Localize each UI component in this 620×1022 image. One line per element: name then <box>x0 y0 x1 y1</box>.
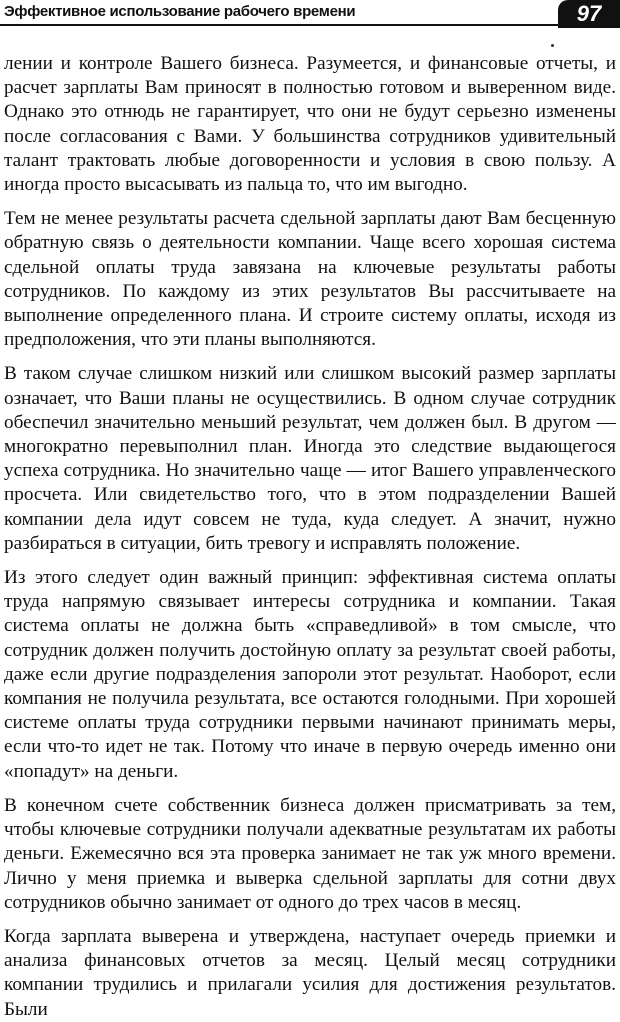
print-speck <box>551 44 554 47</box>
page-number: 97 <box>558 0 620 28</box>
paragraph-5: В конечном счете собственник бизнеса должен присматривать за тем, чтобы ключевые сотрудники получали адекватные результатам их работы деньги. Ежемесячно вся эта проверка занимает не так уж много времени. Лично у меня приемка и выверка сдельной зарплаты для сотни двух сотрудников обычно занимает от одного до трех часов в месяц. <box>4 794 616 913</box>
header-rule <box>0 24 560 26</box>
paragraph-3: В таком случае слишком низкий или слишком высокий размер зарплаты означает, что Ваши планы не осуществились. В одном случае сотрудник обеспечил значительно меньший результат, чем должен был. В другом — многократно перевыполнил план. Иногда это следствие выдающегося успеха сотрудника. Но значительно чаще — итог Вашего управленческого просчета. Или свидетельство того, что в этом подразделении Вашей компании дела идут совсем не туда, куда следует. А значит, нужно разбираться в ситуации, бить тревогу и исправлять положение. <box>4 363 616 554</box>
paragraph-1: лении и контроле Вашего бизнеса. Разумеется, и финансовые отчеты, и расчет зарплаты Вам приносят в полностью готовом и выверенном виде. Однако это отнюдь не гарантирует, что они не будут серьезно изменены после согласования с Вами. У большинства сотрудников удивительный талант трактовать любые договоренности и условия в свою пользу. А иногда просто высасывать из пальца то, что им выгодно. <box>4 53 616 196</box>
paragraph-4: Из этого следует один важный принцип: эффективная система оплаты труда напрямую связывает интересы сотрудника и компании. Такая система оплаты не должна быть «справедливой» в том смысле, что сотрудник должен получить достойную оплату за результат своей работы, даже если другие подразделения запороли этот результат. Наоборот, если компания не получила результата, все остаются голодными. При хорошей системе оплаты труда сотрудники первыми начинают принимать меры, если что-то идет не так. Потому что иначе в первую очередь именно они «попадут» на деньги. <box>4 567 616 782</box>
running-header-title: Эффективное использование рабочего времени <box>4 3 356 20</box>
running-header <box>0 0 620 28</box>
body-text <box>4 52 616 1022</box>
paragraph-2: Тем не менее результаты расчета сдельной зарплаты дают Вам бесценную обратную связь о деятельности компании. Чаще всего хорошая система сдельной оплаты труда завязана на ключевые результаты работы сотрудников. По каждому из этих результатов Вы рассчитываете на выполнение определенного плана. И строите систему оплаты, исходя из предположения, что эти планы выполняются. <box>4 208 616 351</box>
paragraph-6: Когда зарплата выверена и утверждена, наступает очередь приемки и анализа финансовых отчетов за месяц. Целый месяц сотрудники компании трудились и прилагали усилия для достижения результатов. Были <box>4 925 616 1020</box>
